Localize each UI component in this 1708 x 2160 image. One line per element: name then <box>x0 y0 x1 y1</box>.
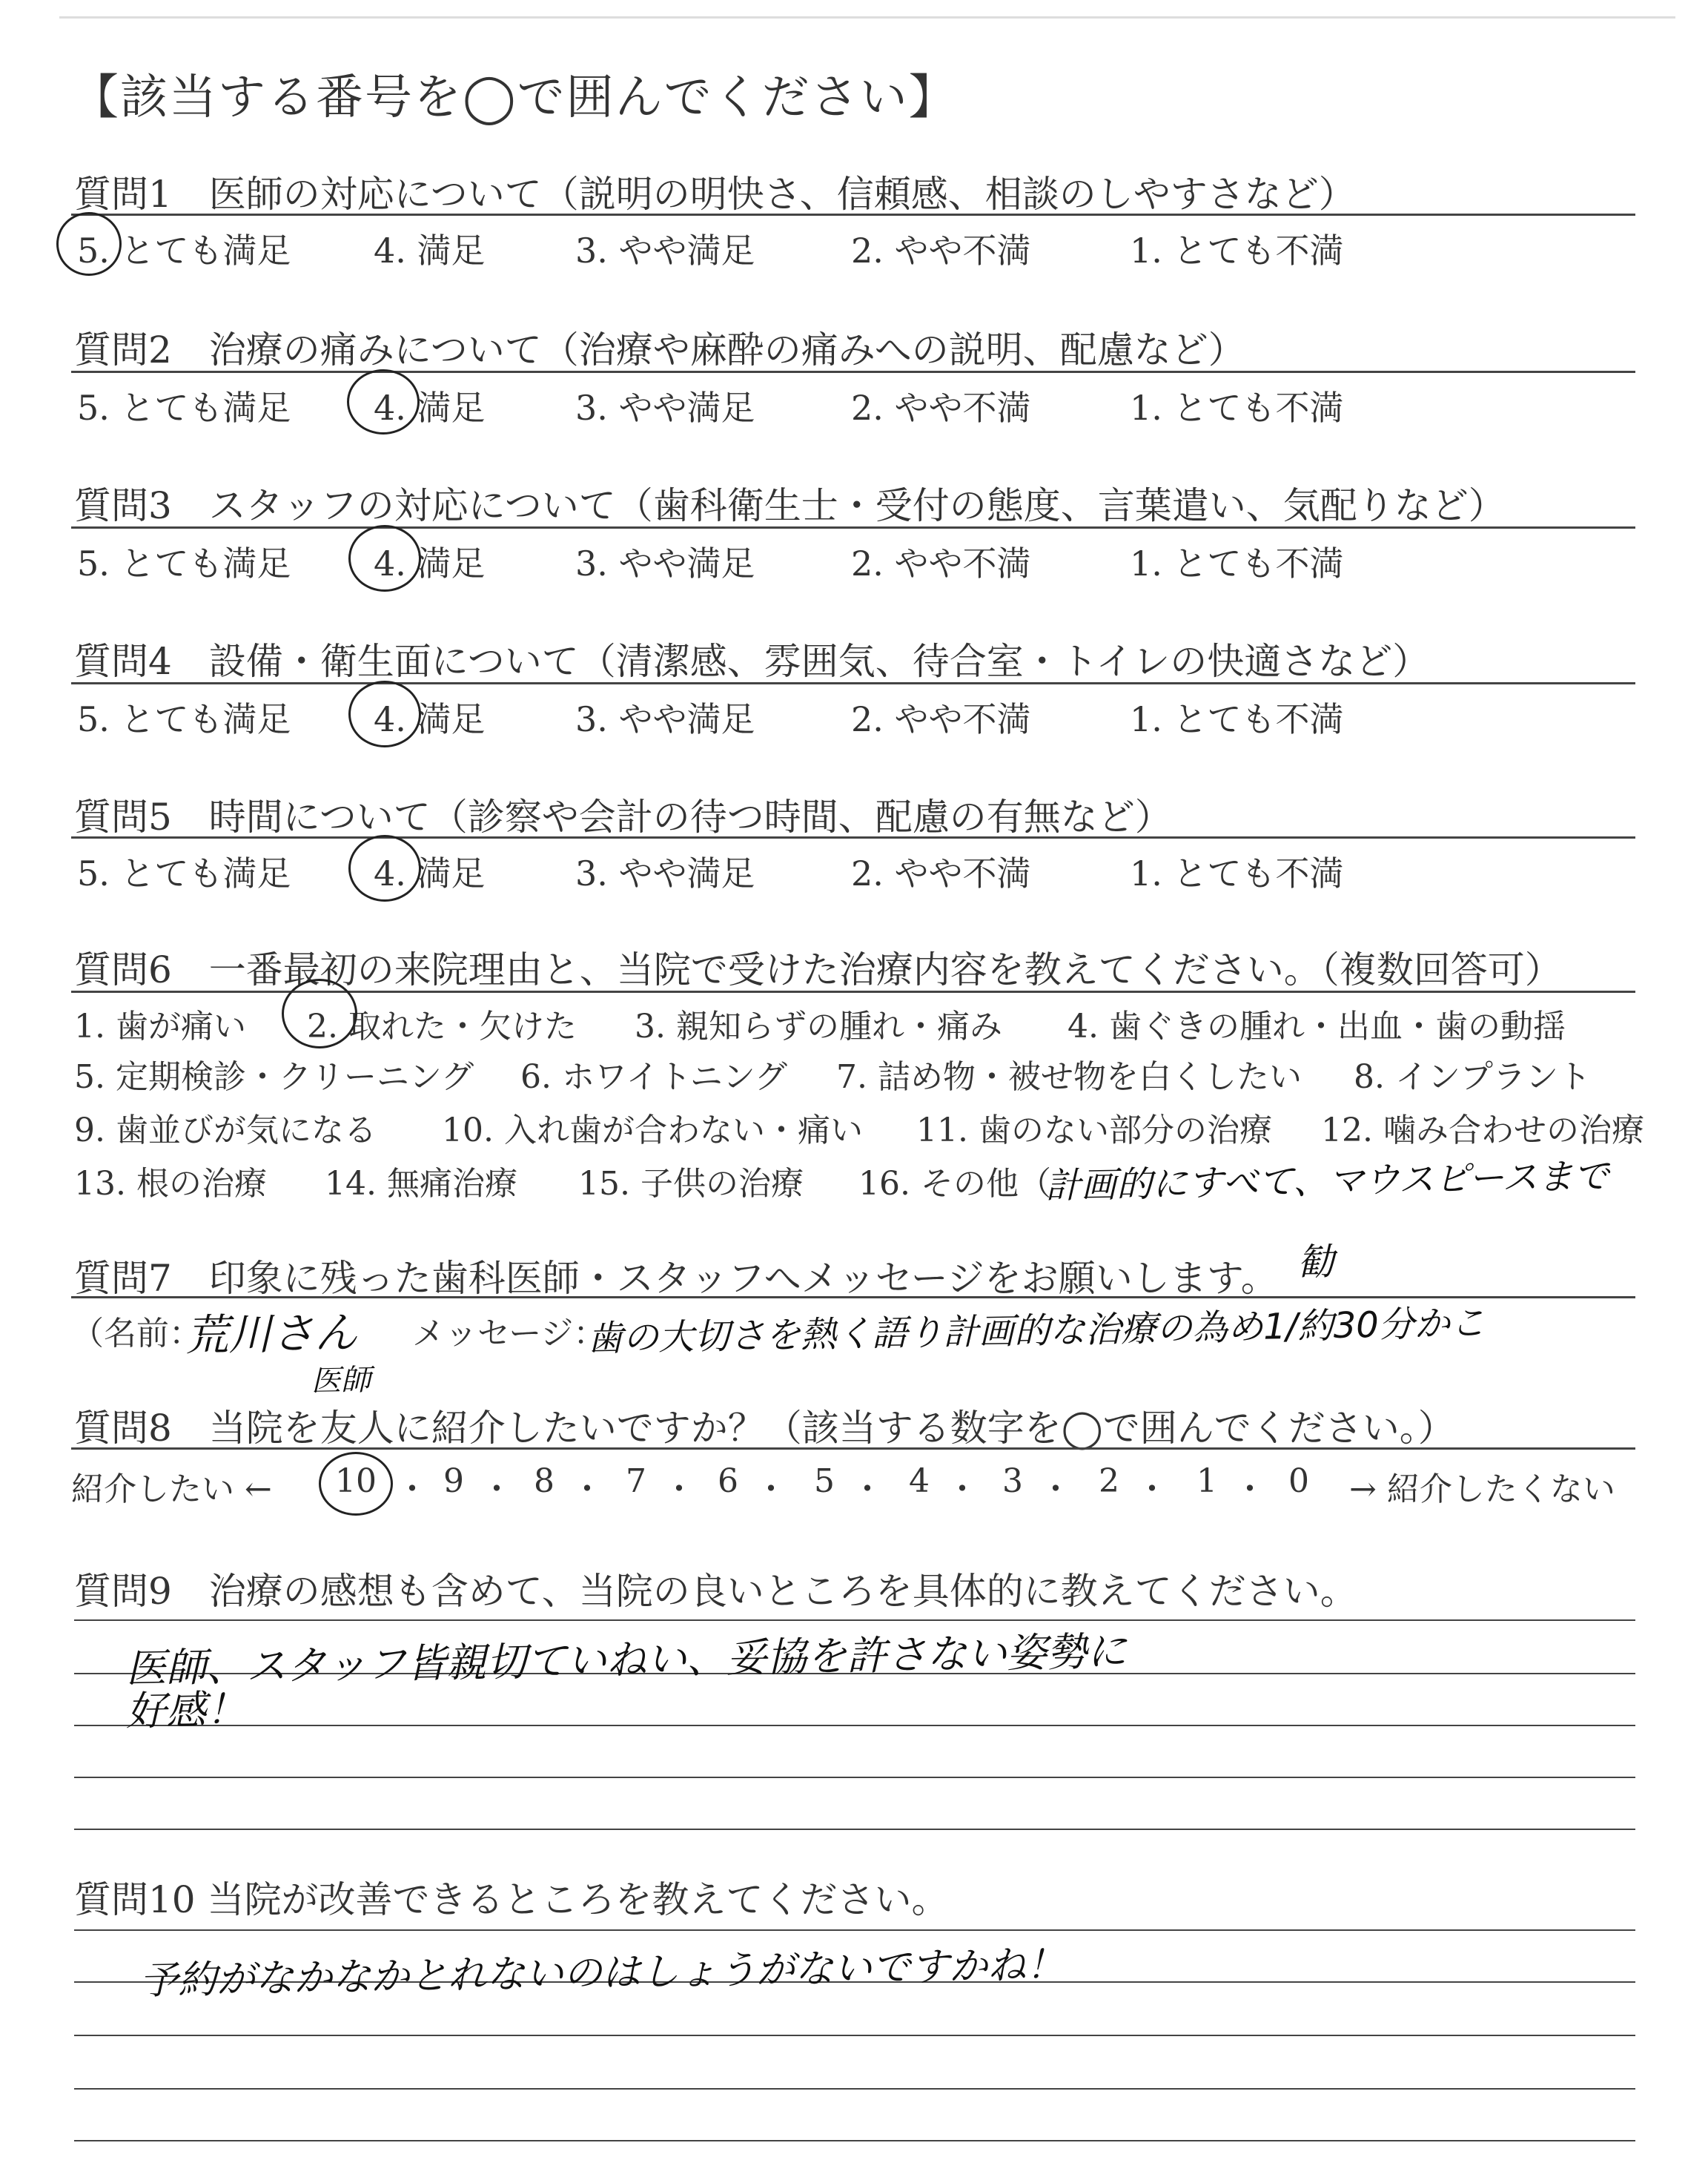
q2-option-2[interactable]: 2. やや不満 <box>851 388 1031 428</box>
q9-answer-line-2: 好感！ <box>125 1685 247 1735</box>
q7-name-label: （名前： <box>71 1315 202 1353</box>
q3-option-4[interactable]: 4. 満足 <box>374 544 486 584</box>
q6-option-11[interactable]: 11. 歯のない部分の治療 <box>916 1112 1272 1149</box>
q6-option-16[interactable]: 16. その他（ <box>858 1165 1051 1203</box>
q8-right-label: → 紹介したくない <box>1349 1470 1615 1508</box>
q3-option-3[interactable]: 3. やや満足 <box>575 544 755 584</box>
q6-option-15[interactable]: 15. 子供の治療 <box>578 1165 804 1203</box>
q6-option-9[interactable]: 9. 歯並びが気になる <box>74 1112 377 1149</box>
q5-selection-circle <box>348 835 421 902</box>
q8-dot: ・ <box>1039 1470 1072 1508</box>
q4-option-2[interactable]: 2. やや不満 <box>851 699 1031 739</box>
q10-title: 質問10 当院が改善できるところを教えてください。 <box>74 1878 949 1921</box>
q10-answer: 予約がなかなかとれないのはしょうがないですかね！ <box>139 1943 1065 2004</box>
page-header: 【該当する番号を◯で囲んでください】 <box>71 70 958 125</box>
q10-line-1 <box>74 1929 1635 1931</box>
q2-rule <box>71 371 1635 373</box>
q1-option-5[interactable]: 5. とても満足 <box>77 231 291 271</box>
q5-option-2[interactable]: 2. やや不満 <box>851 853 1031 894</box>
q3-option-1[interactable]: 1. とても不満 <box>1130 544 1344 584</box>
q7-title: 質問7 印象に残った歯科医師・スタッフへメッセージをお願いします。 <box>74 1257 1278 1300</box>
q4-rule <box>71 682 1635 684</box>
q1-option-2[interactable]: 2. やや不満 <box>851 231 1031 271</box>
q8-scale-4[interactable]: 4 <box>909 1462 930 1500</box>
q4-option-1[interactable]: 1. とても不満 <box>1130 699 1344 739</box>
q2-title: 質問2 治療の痛みについて（治療や麻酔の痛みへの説明、配慮など） <box>74 328 1245 371</box>
q8-scale-3[interactable]: 3 <box>1002 1462 1023 1500</box>
q10-line-4 <box>74 2088 1635 2090</box>
q8-dot: ・ <box>396 1470 428 1508</box>
q5-option-3[interactable]: 3. やや満足 <box>575 853 755 894</box>
q6-option-12[interactable]: 12. 噛み合わせの治療 <box>1321 1112 1644 1149</box>
q4-option-5[interactable]: 5. とても満足 <box>77 699 291 739</box>
q3-option-5[interactable]: 5. とても満足 <box>77 544 291 584</box>
q8-dot: ・ <box>1136 1470 1168 1508</box>
q8-scale-7[interactable]: 7 <box>626 1462 646 1500</box>
q6-option-3[interactable]: 3. 親知らずの腫れ・痛み <box>635 1008 1002 1046</box>
q6-option-7[interactable]: 7. 詰め物・被せ物を白くしたい <box>836 1058 1302 1096</box>
q9-answer-line-1: 医師、スタッフ皆親切ていねい、妥協を許さない姿勢に <box>125 1628 1128 1692</box>
q1-selection-circle <box>56 212 122 276</box>
q6-option-13[interactable]: 13. 根の治療 <box>74 1165 267 1203</box>
q6-option-2[interactable]: 2. 取れた・欠けた <box>307 1008 577 1046</box>
q6-option-10[interactable]: 10. 入れ歯が合わない・痛い <box>442 1112 863 1149</box>
q5-option-5[interactable]: 5. とても満足 <box>77 853 291 894</box>
q6-option-8[interactable]: 8. インプラント <box>1354 1058 1591 1096</box>
q8-scale-2[interactable]: 2 <box>1099 1462 1119 1500</box>
q1-rule <box>71 214 1635 216</box>
top-border <box>59 16 1675 19</box>
q7-message-note: 勧 <box>1297 1240 1335 1284</box>
q9-line-3 <box>74 1725 1635 1726</box>
q6-option-1[interactable]: 1. 歯が痛い <box>74 1008 246 1046</box>
q6-title: 質問6 一番最初の来院理由と、当院で受けた治療内容を教えてください。（複数回答可） <box>74 948 1562 991</box>
q2-option-1[interactable]: 1. とても不満 <box>1130 388 1344 428</box>
q8-scale-6[interactable]: 6 <box>718 1462 738 1500</box>
q6-selection-circle <box>282 979 357 1048</box>
q8-scale-9[interactable]: 9 <box>443 1462 464 1500</box>
q5-title: 質問5 時間について（診察や会計の待つ時間、配慮の有無など） <box>74 796 1172 839</box>
q4-option-4[interactable]: 4. 満足 <box>374 699 486 739</box>
q7-name-handwritten: 荒川さん <box>185 1307 358 1361</box>
q7-message-handwritten: 歯の大切さを熱く語り計画的な治療の為め1/約30分かこ <box>586 1302 1486 1360</box>
q8-scale-8[interactable]: 8 <box>534 1462 555 1500</box>
q10-line-5 <box>74 2140 1635 2141</box>
q4-selection-circle <box>348 681 421 747</box>
q8-dot: ・ <box>571 1470 603 1508</box>
q9-line-1 <box>74 1619 1635 1621</box>
q1-title: 質問1 医師の対応について（説明の明快さ、信頼感、相談のしやすさなど） <box>74 173 1356 216</box>
q3-selection-circle <box>348 525 421 592</box>
q3-rule <box>71 526 1635 529</box>
q9-line-4 <box>74 1777 1635 1778</box>
q8-scale-10[interactable]: 10 <box>335 1462 377 1500</box>
q10-line-3 <box>74 2035 1635 2036</box>
q2-option-3[interactable]: 3. やや満足 <box>575 388 755 428</box>
q1-option-1[interactable]: 1. とても不満 <box>1130 231 1344 271</box>
q8-rule <box>71 1447 1635 1450</box>
q6-option-14[interactable]: 14. 無痛治療 <box>325 1165 517 1203</box>
q5-rule <box>71 836 1635 839</box>
q7-message-label: メッセージ： <box>412 1315 606 1353</box>
q7-name-note: 医師 <box>311 1363 371 1398</box>
q8-dot: ・ <box>1234 1470 1266 1508</box>
q2-option-5[interactable]: 5. とても満足 <box>77 388 291 428</box>
q1-option-3[interactable]: 3. やや満足 <box>575 231 755 271</box>
q8-title: 質問8 当院を友人に紹介したいですか？（該当する数字を◯で囲んでください。） <box>74 1407 1455 1450</box>
q6-option-6[interactable]: 6. ホワイトニング <box>520 1058 788 1096</box>
q3-option-2[interactable]: 2. やや不満 <box>851 544 1031 584</box>
q4-title: 質問4 設備・衛生面について（清潔感、雰囲気、待合室・トイレの快適さなど） <box>74 640 1430 683</box>
q8-dot: ・ <box>663 1470 695 1508</box>
q4-option-3[interactable]: 3. やや満足 <box>575 699 755 739</box>
q2-selection-circle <box>347 369 420 435</box>
q5-option-1[interactable]: 1. とても不満 <box>1130 853 1344 894</box>
q8-left-label: 紹介したい ← <box>71 1470 272 1508</box>
q8-dot: ・ <box>480 1470 513 1508</box>
q8-dot: ・ <box>851 1470 884 1508</box>
q9-title: 質問9 治療の感想も含めて、当院の良いところを具体的に教えてください。 <box>74 1570 1357 1613</box>
q5-option-4[interactable]: 4. 満足 <box>374 853 486 894</box>
q9-line-5 <box>74 1829 1635 1830</box>
q8-selection-circle <box>319 1452 393 1516</box>
q8-dot: ・ <box>755 1470 787 1508</box>
q3-title: 質問3 スタッフの対応について（歯科衛生士・受付の態度、言葉遣い、気配りなど） <box>74 484 1506 527</box>
q6-option-4[interactable]: 4. 歯ぐきの腫れ・出血・歯の動揺 <box>1068 1008 1566 1046</box>
q1-option-4[interactable]: 4. 満足 <box>374 231 486 271</box>
q2-option-4[interactable]: 4. 満足 <box>374 388 486 428</box>
q6-option-5[interactable]: 5. 定期検診・クリーニング <box>74 1058 474 1096</box>
q6-other-handwritten: 計画的にすべて、マウスピースまで <box>1045 1155 1609 1207</box>
q8-dot: ・ <box>946 1470 979 1508</box>
q8-scale-0[interactable]: 0 <box>1288 1462 1309 1500</box>
q8-scale-1[interactable]: 1 <box>1196 1462 1217 1500</box>
q8-scale-5[interactable]: 5 <box>814 1462 835 1500</box>
